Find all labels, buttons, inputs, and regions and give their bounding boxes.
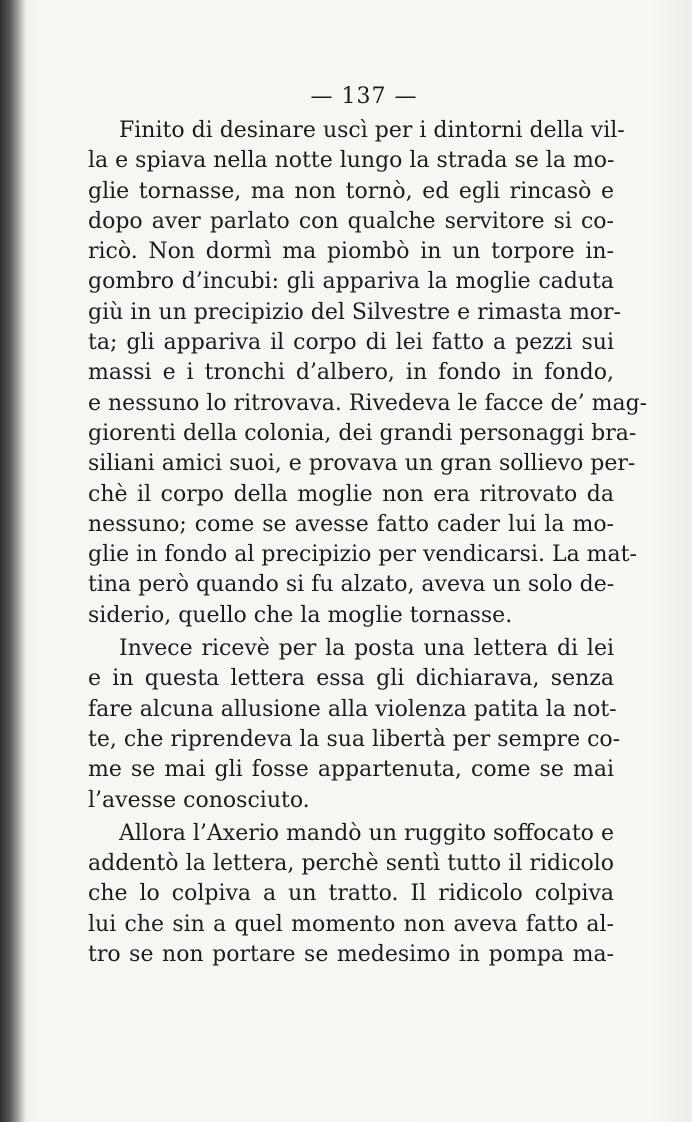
- text-line: Invece ricevè per la posta una lettera di lei: [119, 636, 614, 662]
- text-line: gombro d’incubi: gli appariva la moglie caduta: [88, 269, 614, 295]
- text-line: giù in un precipizio del Silvestre e rimasta mor-: [88, 299, 621, 325]
- text-line: l’avesse conosciuto.: [88, 787, 310, 813]
- text-line: fare alcuna allusione alla violenza patita la not-: [88, 696, 617, 722]
- paragraph-2: [88, 634, 621, 816]
- text-line: glie in fondo al precipizio per vendicarsi. La mat-: [88, 542, 637, 568]
- paragraph-3: [88, 819, 614, 970]
- text-line: me se mai gli fosse appartenuta, come se mai: [88, 757, 614, 783]
- paragraph-1: [88, 116, 648, 631]
- text-line: Allora l’Axerio mandò un ruggito soffocato e: [119, 820, 614, 846]
- text-line: lui che sin a quel momento non aveva fatto al-: [88, 911, 614, 937]
- text-line: Finito di desinare uscì per i dintorni della vil-: [119, 118, 625, 143]
- text-line: ricò. Non dormì ma piombò in un torpore in-: [88, 239, 614, 265]
- text-line: ta; gli appariva il corpo di lei fatto a pezzi sui: [88, 330, 614, 356]
- text-line: siliani amici suoi, e provava un gran sollievo per-: [88, 451, 636, 477]
- text-line: dopo aver parlato con qualche servitore si co-: [88, 208, 614, 234]
- text-line: e in questa lettera essa gli dichiarava, senza: [88, 666, 614, 692]
- page-number: — 137 —: [310, 84, 418, 109]
- text-line: la e spiava nella notte lungo la strada se la mo-: [88, 148, 615, 174]
- text-line: e nessuno lo ritrovava. Rivedeva le facce de’ mag-: [88, 390, 648, 416]
- text-line: giorenti della colonia, dei grandi personaggi bra-: [88, 420, 637, 446]
- text-line: massi e i tronchi d’albero, in fondo in fondo,: [88, 360, 614, 386]
- text-line: chè il corpo della moglie non era ritrovato da: [88, 481, 614, 507]
- text-line: tina però quando si fu alzato, aveva un solo de-: [88, 572, 615, 598]
- text-line: che lo colpiva a un tratto. Il ridicolo colpiva: [88, 881, 614, 907]
- text-line: addentò la lettera, perchè sentì tutto il ridicolo: [88, 851, 614, 877]
- binding-edge: [0, 0, 26, 1122]
- text-line: siderio, quello che la moglie tornasse.: [88, 602, 513, 628]
- text-line: nessuno; come se avesse fatto cader lui la mo-: [88, 511, 614, 537]
- body-text: [88, 116, 648, 973]
- text-line: tro se non portare se medesimo in pompa ma-: [88, 942, 614, 968]
- text-line: te, che riprendeva la sua libertà per sempre co-: [88, 726, 621, 752]
- text-line: glie tornasse, ma non tornò, ed egli rincasò e: [88, 178, 614, 204]
